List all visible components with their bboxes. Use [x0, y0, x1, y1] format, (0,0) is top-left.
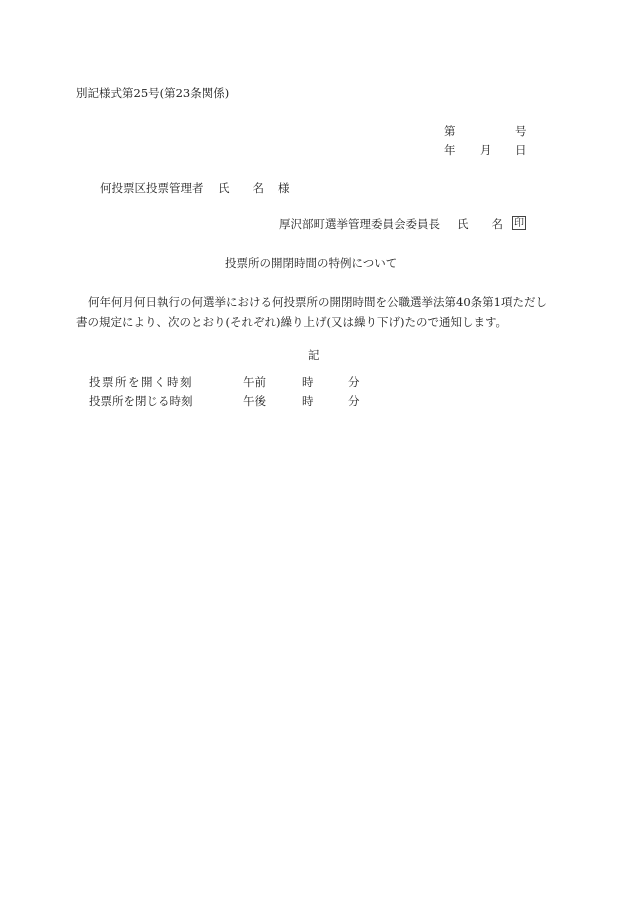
number-suffix: 号	[515, 124, 527, 138]
addressee-title: 何投票区投票管理者	[100, 181, 204, 195]
time-label: 投票所を閉じる時刻	[89, 394, 193, 408]
number-prefix: 第	[444, 124, 456, 138]
date-year: 年	[444, 143, 456, 157]
time-hour: 時	[302, 394, 314, 408]
time-label: 投票所を開く時刻	[89, 375, 193, 389]
note-heading: 記	[308, 348, 320, 362]
sender-title: 厚沢部町選挙管理委員会委員長	[279, 217, 440, 231]
form-number: 別記様式第25号(第23条関係)	[76, 86, 230, 100]
addressee-name-label: 氏 名	[218, 181, 264, 195]
body-paragraph: 何年何月何日執行の何選挙における何投票所の開閉時間を公職選挙法第40条第1項ただし書の規定により、次のとおり(それぞれ)繰り上げ(又は繰り下げ)たので通知します。	[76, 295, 547, 329]
sender-name-label: 氏 名	[457, 217, 503, 231]
addressee-honorific: 様	[278, 181, 290, 195]
time-minute: 分	[348, 394, 360, 408]
time-minute: 分	[348, 375, 360, 389]
seal-box: 印	[514, 218, 524, 229]
time-hour: 時	[302, 375, 314, 389]
time-period: 午後	[243, 394, 266, 408]
subject-heading: 投票所の開閉時間の特例について	[225, 256, 398, 270]
date-month: 月	[480, 143, 492, 157]
date-day: 日	[515, 143, 527, 157]
time-period: 午前	[243, 375, 266, 389]
